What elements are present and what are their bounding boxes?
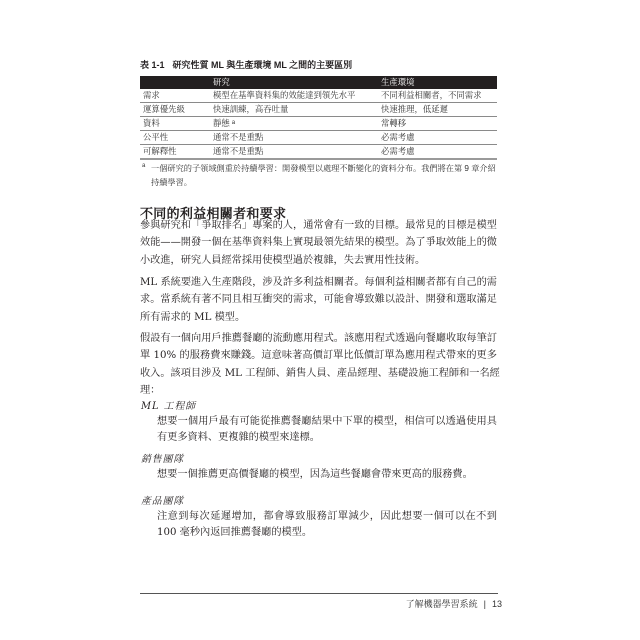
paragraph-line: 理： (140, 384, 161, 396)
description-line: 有更多資料、更複雜的模型來達標。 (157, 431, 320, 443)
production-cell: 必需考慮 (378, 145, 497, 160)
paragraph-line: 單 10% 的服務費來賺錢。這意味著高價訂單比低價訂單為應用程式帶來的更多 (140, 350, 497, 362)
description-line: 想要一個用戶最有可能從推薦餐廳結果中下單的模型，相信可以透過使用具 (157, 416, 497, 427)
research-cell: 通常不是重點 (210, 145, 378, 160)
production-cell: 常轉移 (378, 117, 497, 131)
column-header-production: 生產環境 (378, 76, 497, 89)
chapter-title: 了解機器學習系統 (405, 599, 478, 609)
paragraph-line: 所有需求的 ML 模型。 (140, 311, 246, 323)
paragraph-line: 小改進，研究人員經常採用使模型過於複雜，失去實用性技術。 (140, 254, 426, 266)
page-footer (406, 597, 502, 610)
research-cell: 快速訓練，高吞吐量 (210, 103, 378, 117)
column-header (140, 76, 210, 89)
table-footnote (140, 162, 496, 189)
stakeholder-term-sales-team: 銷售團隊 (141, 454, 185, 465)
table-caption-number: 表 1-1 (140, 60, 165, 70)
row-label: 運算優先級 (140, 103, 210, 117)
table-caption (140, 58, 352, 71)
stakeholder-description-product-team (157, 509, 497, 540)
table-row (140, 117, 497, 131)
table-row (140, 145, 497, 160)
table-caption-title: 研究性質 ML 與生產環境 ML 之間的主要區別 (172, 60, 353, 70)
research-cell (210, 117, 378, 131)
comparison-table (140, 76, 497, 160)
footnote-line: 持續學習。 (151, 177, 192, 187)
paragraph (140, 217, 497, 269)
paragraph (140, 274, 497, 326)
footer-divider (140, 593, 498, 594)
stakeholder-description-sales-team (157, 467, 497, 483)
research-cell: 模型在基準資料集的效能達到領先水平 (210, 89, 378, 103)
footnote-marker: a (142, 163, 146, 169)
paragraph-line: 收入。該項目涉及 ML 工程師、銷售人員、產品經理、基礎設施工程師和一名經 (140, 367, 500, 379)
cell-text: 靜態 (213, 118, 230, 128)
paragraph-line: 求。當系統有著不同且相互衝突的需求，可能會導致難以設計、開發和選取滿足 (140, 294, 497, 306)
stakeholder-description-ml-engineer (157, 414, 497, 445)
production-cell: 不同利益相關者，不同需求 (378, 89, 497, 103)
production-cell: 快速推理，低延遲 (378, 103, 497, 117)
description-line: 100 毫秒內返回推薦餐廳的模型。 (157, 526, 313, 538)
table-row (140, 89, 497, 103)
row-label: 公平性 (140, 131, 210, 145)
column-header-research: 研究 (210, 76, 378, 89)
research-cell: 通常不是重點 (210, 131, 378, 145)
description-line: 想要一個推薦更高價餐廳的模型，因為這些餐廳會帶來更高的服務費。 (157, 469, 473, 480)
table-row (140, 131, 497, 145)
section-heading: 不同的利益相關者和要求 (140, 206, 287, 221)
stakeholder-term-product-team: 產品團隊 (141, 496, 185, 507)
row-label: 資料 (140, 117, 210, 131)
page-number: 13 (491, 599, 502, 609)
row-label: 需求 (140, 89, 210, 103)
footnote-ref: a (231, 120, 236, 126)
paragraph-line: ML 系統要進入生產階段，涉及許多利益相關者。每個利益相關者都有自己的需 (140, 277, 497, 288)
table-header-row (140, 76, 497, 89)
description-line: 注意到每次延遲增加，都會導致服務訂單減少，因此想要一個可以在不到 (157, 511, 497, 522)
paragraph-line: 效能——開發一個在基準資料集上實現最領先結果的模型。為了爭取效能上的微 (140, 237, 497, 249)
footer-separator: | (483, 599, 486, 609)
production-cell: 必需考慮 (378, 131, 497, 145)
stakeholder-term-ml-engineer: ML 工程師 (141, 401, 197, 412)
row-label: 可解釋性 (140, 145, 210, 160)
table-row (140, 103, 497, 117)
paragraph (140, 330, 500, 399)
paragraph-line: 假設有一個向用戶推薦餐廳的流動應用程式。該應用程式透過向餐廳收取每筆訂 (140, 333, 497, 344)
paragraph-line: 參與研究和「爭取排名」專案的人，通常會有一致的目標。最常見的目標是模型 (140, 220, 497, 231)
footnote-line: 一個研究的子領域側重於持續學習：開發模型以處理不斷變化的資料分布。我們將在第 9 章介紹 (151, 164, 496, 173)
